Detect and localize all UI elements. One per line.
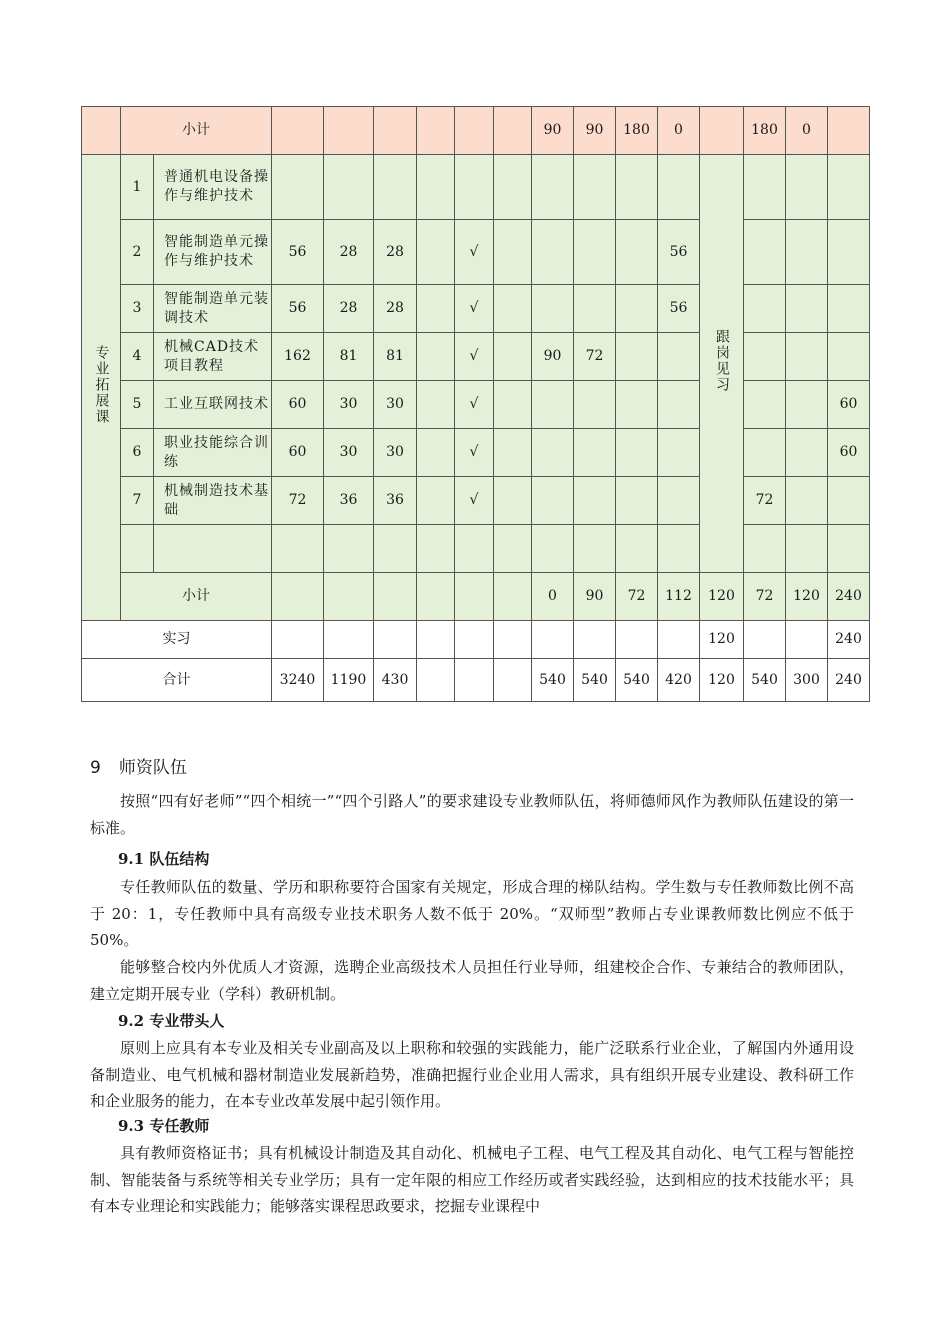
hours-cell xyxy=(417,333,455,381)
hours-cell: 56 xyxy=(272,285,324,333)
merged-internship-cell xyxy=(700,155,744,573)
hours-cell xyxy=(324,107,374,155)
hours-cell xyxy=(744,429,786,477)
course-number: 1 xyxy=(121,155,154,220)
course-name: 普通机电设备操作与维护技术 xyxy=(154,155,272,220)
hours-cell xyxy=(417,659,455,702)
category-label: 专业拓展课 xyxy=(93,344,110,425)
hours-cell: 0 xyxy=(532,573,574,621)
hours-cell: 430 xyxy=(374,659,417,702)
team-resources-paragraph: 能够整合校内外优质人才资源，选聘企业高级技术人员担任行业导师，组建校企合作、专兼结合的教师团队，建立定期开展专业（学科）教研机制。 xyxy=(90,958,854,1003)
subtotal-label: 小计 xyxy=(121,107,272,155)
table-row xyxy=(82,381,870,429)
hours-cell: 540 xyxy=(574,659,616,702)
course-name: 职业技能综合训练 xyxy=(154,429,272,477)
hours-cell: 300 xyxy=(786,659,828,702)
hours-cell xyxy=(658,155,700,220)
hours-cell xyxy=(700,107,744,155)
hours-cell xyxy=(455,107,494,155)
hours-cell: 420 xyxy=(658,659,700,702)
course-number: 3 xyxy=(121,285,154,333)
hours-cell xyxy=(494,285,532,333)
hours-cell xyxy=(828,525,870,573)
hours-cell xyxy=(272,525,324,573)
table-row xyxy=(82,573,870,621)
table-row xyxy=(82,155,870,220)
hours-cell: 180 xyxy=(744,107,786,155)
hours-cell: 56 xyxy=(658,285,700,333)
hours-cell: 28 xyxy=(324,220,374,285)
hours-cell: 72 xyxy=(744,477,786,525)
hours-cell xyxy=(455,621,494,659)
table-row xyxy=(82,429,870,477)
hours-cell: 90 xyxy=(574,573,616,621)
hours-cell xyxy=(744,333,786,381)
table-row xyxy=(82,477,870,525)
hours-cell: 28 xyxy=(324,285,374,333)
hours-cell xyxy=(828,155,870,220)
hours-cell xyxy=(417,107,455,155)
hours-cell: √ xyxy=(455,220,494,285)
hours-cell: √ xyxy=(455,381,494,429)
hours-cell: 120 xyxy=(700,573,744,621)
hours-cell xyxy=(786,525,828,573)
hours-cell: 30 xyxy=(374,429,417,477)
hours-cell xyxy=(658,381,700,429)
course-number: 2 xyxy=(121,220,154,285)
hours-cell xyxy=(494,573,532,621)
hours-cell: 112 xyxy=(658,573,700,621)
hours-cell xyxy=(574,621,616,659)
hours-cell: 36 xyxy=(374,477,417,525)
blank-cell xyxy=(82,107,121,155)
hours-cell xyxy=(616,477,658,525)
hours-cell xyxy=(744,525,786,573)
hours-cell: 90 xyxy=(532,333,574,381)
hours-cell: 90 xyxy=(574,107,616,155)
table-row xyxy=(82,621,870,659)
hours-cell xyxy=(616,285,658,333)
hours-cell xyxy=(272,107,324,155)
hours-cell xyxy=(494,155,532,220)
hours-cell: 36 xyxy=(324,477,374,525)
hours-cell xyxy=(494,659,532,702)
hours-cell xyxy=(828,220,870,285)
hours-cell xyxy=(417,429,455,477)
hours-cell: 56 xyxy=(658,220,700,285)
section-heading xyxy=(90,753,187,778)
hours-cell xyxy=(658,429,700,477)
course-number: 7 xyxy=(121,477,154,525)
course-number xyxy=(121,525,154,573)
team-structure-paragraph: 专任教师队伍的数量、学历和职称要符合国家有关规定，形成合理的梯队结构。学生数与专任教师数比例不高于 20：1，专任教师中具有高级专业技术职务人数不低于 20%。“双师型”教师占专业课教师数比例应不低于 50%。 xyxy=(90,878,854,949)
hours-cell xyxy=(532,155,574,220)
hours-cell xyxy=(574,477,616,525)
hours-cell xyxy=(828,107,870,155)
section-intro-paragraph: 按照“四有好老师”“四个相统一”“四个引路人”的要求建设专业教师队伍，将师德师风作为教师队伍建设的第一标准。 xyxy=(90,792,854,837)
hours-cell xyxy=(658,477,700,525)
subtotal-label: 小计 xyxy=(121,573,272,621)
table-row xyxy=(82,333,870,381)
course-name xyxy=(154,525,272,573)
hours-cell xyxy=(374,155,417,220)
course-name: 智能制造单元装调技术 xyxy=(154,285,272,333)
hours-cell xyxy=(574,155,616,220)
hours-cell xyxy=(616,220,658,285)
course-number: 5 xyxy=(121,381,154,429)
hours-cell xyxy=(616,333,658,381)
fulltime-teachers-paragraph: 具有教师资格证书；具有机械设计制造及其自动化、机械电子工程、电气工程及其自动化、电气工程与智能控制、智能装备与系统等相关专业学历；具有一定年限的相应工作经历或者实践经验，达到相应的技术技能水平；具有本专业理论和实践能力；能够落实课程思政要求，挖掘专业课程中 xyxy=(90,1144,854,1215)
hours-cell: 30 xyxy=(374,381,417,429)
hours-cell xyxy=(494,621,532,659)
hours-cell xyxy=(786,477,828,525)
hours-cell: 81 xyxy=(374,333,417,381)
hours-cell xyxy=(658,621,700,659)
hours-cell xyxy=(532,220,574,285)
hours-cell xyxy=(786,220,828,285)
hours-cell xyxy=(417,155,455,220)
hours-cell xyxy=(417,621,455,659)
hours-cell xyxy=(744,155,786,220)
hours-cell xyxy=(494,333,532,381)
hours-cell xyxy=(828,477,870,525)
hours-cell: 540 xyxy=(532,659,574,702)
program-leader-paragraph: 原则上应具有本专业及相关专业副高及以上职称和较强的实践能力，能广泛联系行业企业，了解国内外通用设备制造业、电气机械和器材制造业发展新趋势，准确把握行业企业用人需求，具有组织开展专业建设、教科研工作和企业服务的能力，在本专业改革发展中起引领作用。 xyxy=(90,1039,854,1110)
hours-cell xyxy=(494,429,532,477)
hours-cell: 60 xyxy=(828,429,870,477)
hours-cell: 56 xyxy=(272,220,324,285)
hours-cell xyxy=(574,285,616,333)
hours-cell xyxy=(455,155,494,220)
total-label: 实习 xyxy=(82,621,272,659)
hours-cell xyxy=(616,429,658,477)
hours-cell xyxy=(574,381,616,429)
hours-cell: 240 xyxy=(828,573,870,621)
hours-cell xyxy=(324,573,374,621)
hours-cell xyxy=(417,573,455,621)
hours-cell xyxy=(532,381,574,429)
hours-cell: 28 xyxy=(374,220,417,285)
subsection-heading-fulltime-teachers: 9.3 专任教师 xyxy=(118,1117,210,1135)
hours-cell xyxy=(786,285,828,333)
hours-cell xyxy=(532,477,574,525)
hours-cell: 180 xyxy=(616,107,658,155)
hours-cell: 60 xyxy=(828,381,870,429)
table-row xyxy=(82,220,870,285)
subsection-heading-program-leader: 9.2 专业带头人 xyxy=(118,1012,225,1030)
hours-cell xyxy=(494,477,532,525)
table-row xyxy=(82,525,870,573)
hours-cell xyxy=(658,525,700,573)
hours-cell: 0 xyxy=(786,107,828,155)
course-name: 智能制造单元操作与维护技术 xyxy=(154,220,272,285)
hours-cell xyxy=(574,429,616,477)
hours-cell: 90 xyxy=(532,107,574,155)
hours-cell xyxy=(417,220,455,285)
hours-cell: 72 xyxy=(272,477,324,525)
hours-cell xyxy=(374,107,417,155)
hours-cell: 72 xyxy=(574,333,616,381)
hours-cell xyxy=(616,155,658,220)
hours-cell xyxy=(455,525,494,573)
hours-cell xyxy=(786,155,828,220)
hours-cell xyxy=(744,285,786,333)
hours-cell xyxy=(574,525,616,573)
table-row xyxy=(82,285,870,333)
shadow-practice-label: 跟岗见习 xyxy=(714,328,730,393)
hours-cell: 0 xyxy=(658,107,700,155)
hours-cell: 30 xyxy=(324,381,374,429)
hours-cell xyxy=(658,333,700,381)
hours-cell xyxy=(786,429,828,477)
hours-cell xyxy=(532,429,574,477)
table-row xyxy=(82,107,870,155)
hours-cell xyxy=(786,333,828,381)
hours-cell xyxy=(374,525,417,573)
hours-cell: 240 xyxy=(828,621,870,659)
hours-cell xyxy=(532,285,574,333)
hours-cell xyxy=(494,525,532,573)
hours-cell xyxy=(616,525,658,573)
hours-cell: 240 xyxy=(828,659,870,702)
hours-cell xyxy=(272,573,324,621)
course-name: 机械制造技术基础 xyxy=(154,477,272,525)
hours-cell xyxy=(532,621,574,659)
hours-cell xyxy=(494,381,532,429)
hours-cell xyxy=(828,285,870,333)
hours-cell: 28 xyxy=(374,285,417,333)
course-number: 6 xyxy=(121,429,154,477)
hours-cell: 540 xyxy=(616,659,658,702)
hours-cell: 162 xyxy=(272,333,324,381)
hours-cell xyxy=(455,659,494,702)
hours-cell xyxy=(744,220,786,285)
hours-cell xyxy=(574,220,616,285)
hours-cell: 60 xyxy=(272,381,324,429)
hours-cell xyxy=(786,621,828,659)
hours-cell xyxy=(272,155,324,220)
hours-cell xyxy=(374,573,417,621)
hours-cell: √ xyxy=(455,333,494,381)
hours-cell xyxy=(324,621,374,659)
hours-cell xyxy=(324,525,374,573)
hours-cell xyxy=(786,381,828,429)
total-label: 合计 xyxy=(82,659,272,702)
hours-cell xyxy=(417,477,455,525)
hours-cell xyxy=(417,381,455,429)
hours-cell: √ xyxy=(455,429,494,477)
section-number: 9 xyxy=(90,758,101,778)
course-name: 机械CAD技术项目教程 xyxy=(154,333,272,381)
hours-cell xyxy=(494,107,532,155)
hours-cell xyxy=(744,381,786,429)
hours-cell: 81 xyxy=(324,333,374,381)
category-cell xyxy=(82,155,121,621)
hours-cell: √ xyxy=(455,285,494,333)
hours-cell xyxy=(272,621,324,659)
hours-cell: 540 xyxy=(744,659,786,702)
hours-cell: 72 xyxy=(616,573,658,621)
hours-cell xyxy=(324,155,374,220)
hours-cell xyxy=(417,525,455,573)
hours-cell xyxy=(494,220,532,285)
section-title: 师资队伍 xyxy=(118,758,187,778)
hours-cell xyxy=(374,621,417,659)
table-row xyxy=(82,659,870,702)
course-number: 4 xyxy=(121,333,154,381)
hours-cell: 1190 xyxy=(324,659,374,702)
hours-cell xyxy=(744,621,786,659)
hours-cell: 120 xyxy=(700,621,744,659)
course-name: 工业互联网技术 xyxy=(154,381,272,429)
hours-cell: 30 xyxy=(324,429,374,477)
hours-cell: 3240 xyxy=(272,659,324,702)
hours-cell xyxy=(532,525,574,573)
course-hours-table xyxy=(81,106,870,702)
hours-cell xyxy=(616,621,658,659)
hours-cell xyxy=(616,381,658,429)
hours-cell: 72 xyxy=(744,573,786,621)
subsection-heading-team-structure: 9.1 队伍结构 xyxy=(118,850,210,868)
hours-cell xyxy=(455,573,494,621)
hours-cell xyxy=(417,285,455,333)
hours-cell: 120 xyxy=(700,659,744,702)
hours-cell: √ xyxy=(455,477,494,525)
hours-cell: 60 xyxy=(272,429,324,477)
hours-cell: 120 xyxy=(786,573,828,621)
hours-cell xyxy=(828,333,870,381)
